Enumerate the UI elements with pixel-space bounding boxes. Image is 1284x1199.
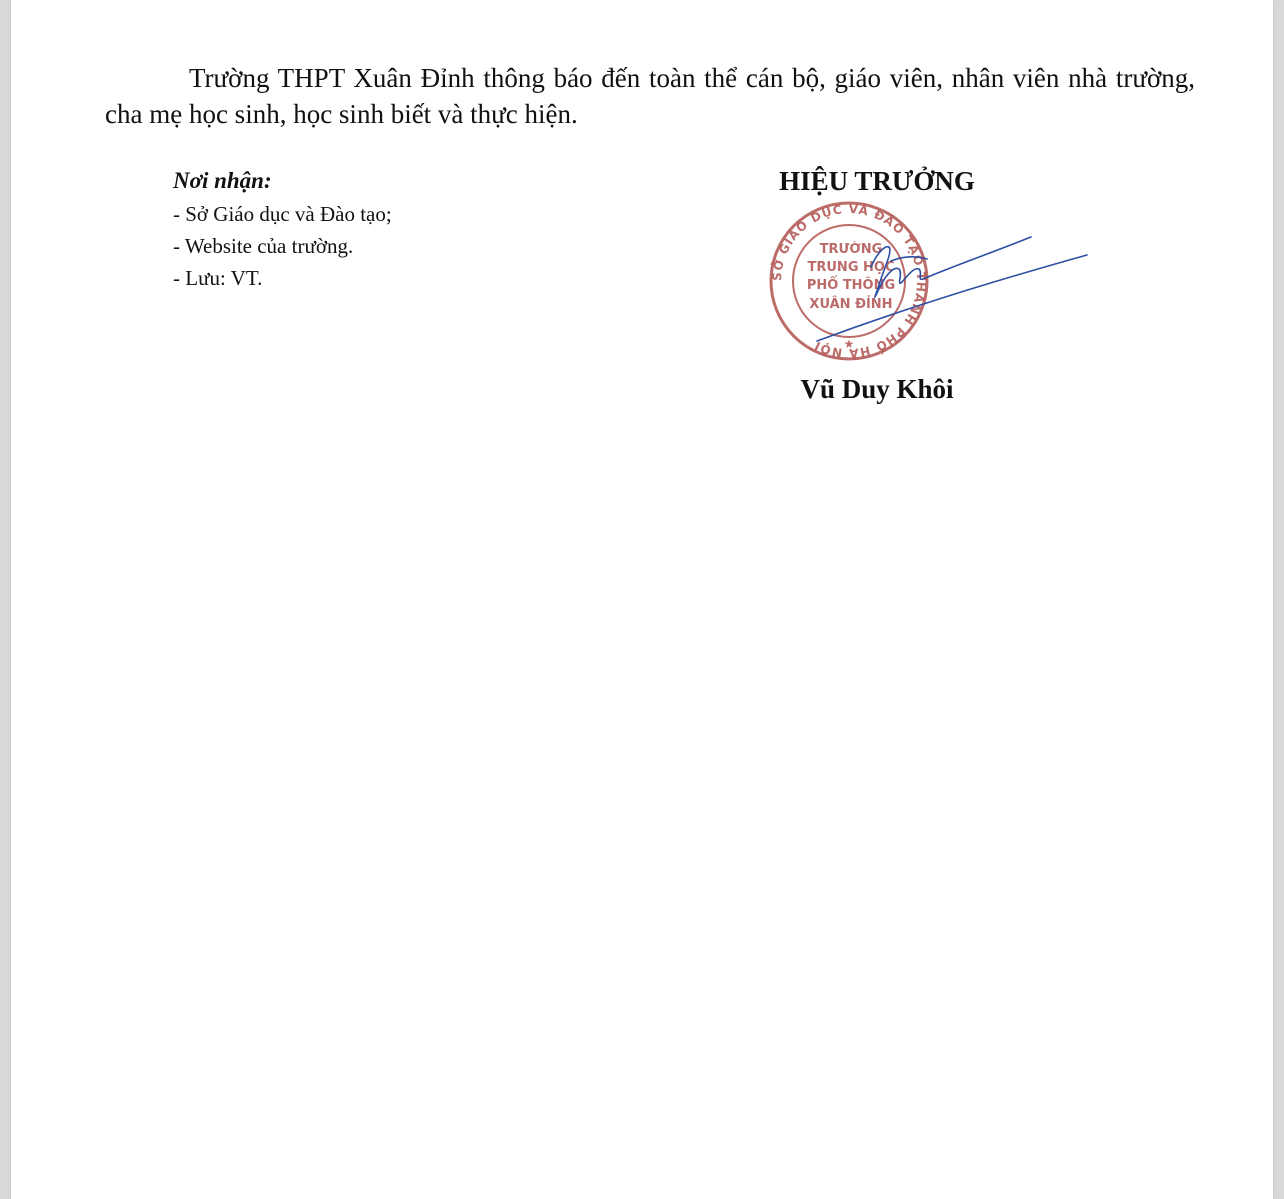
stamp-center-line: XUÂN ĐỈNH [809, 297, 893, 312]
stamp-ring-text-path: SỞ GIÁO DỤC VÀ ĐÀO TẠO THÀNH PHỐ HÀ NỘI [769, 201, 929, 361]
recipient-item: - Website của trường. [173, 234, 354, 258]
document-page [11, 0, 1273, 1199]
recipients-block [173, 166, 593, 294]
signer-name: Vũ Duy Khôi [800, 374, 954, 404]
stamp-center-line: PHỔ THÔNG [806, 278, 896, 293]
school-stamp-icon [751, 201, 1091, 361]
stamp-star-icon: ★ [843, 337, 855, 351]
signature-block [751, 163, 1091, 413]
recipient-item: - Sở Giáo dục và Đào tạo; [173, 202, 392, 226]
signer-title: HIỆU TRƯỞNG [779, 166, 975, 196]
recipient-item: - Lưu: VT. [173, 266, 263, 290]
stamp-seal [769, 202, 928, 361]
stamp-center-line: TRƯỜNG [819, 242, 883, 257]
recipients-title: Nơi nhận: [173, 168, 272, 193]
closing-paragraph: Trường THPT Xuân Đỉnh thông báo đến toàn thể cán bộ, giáo viên, nhân viên nhà trường, cha mẹ học sinh, học sinh biết và thực hiện. [105, 63, 1195, 129]
stamp-center-line: TRUNG HỌC [807, 260, 895, 275]
